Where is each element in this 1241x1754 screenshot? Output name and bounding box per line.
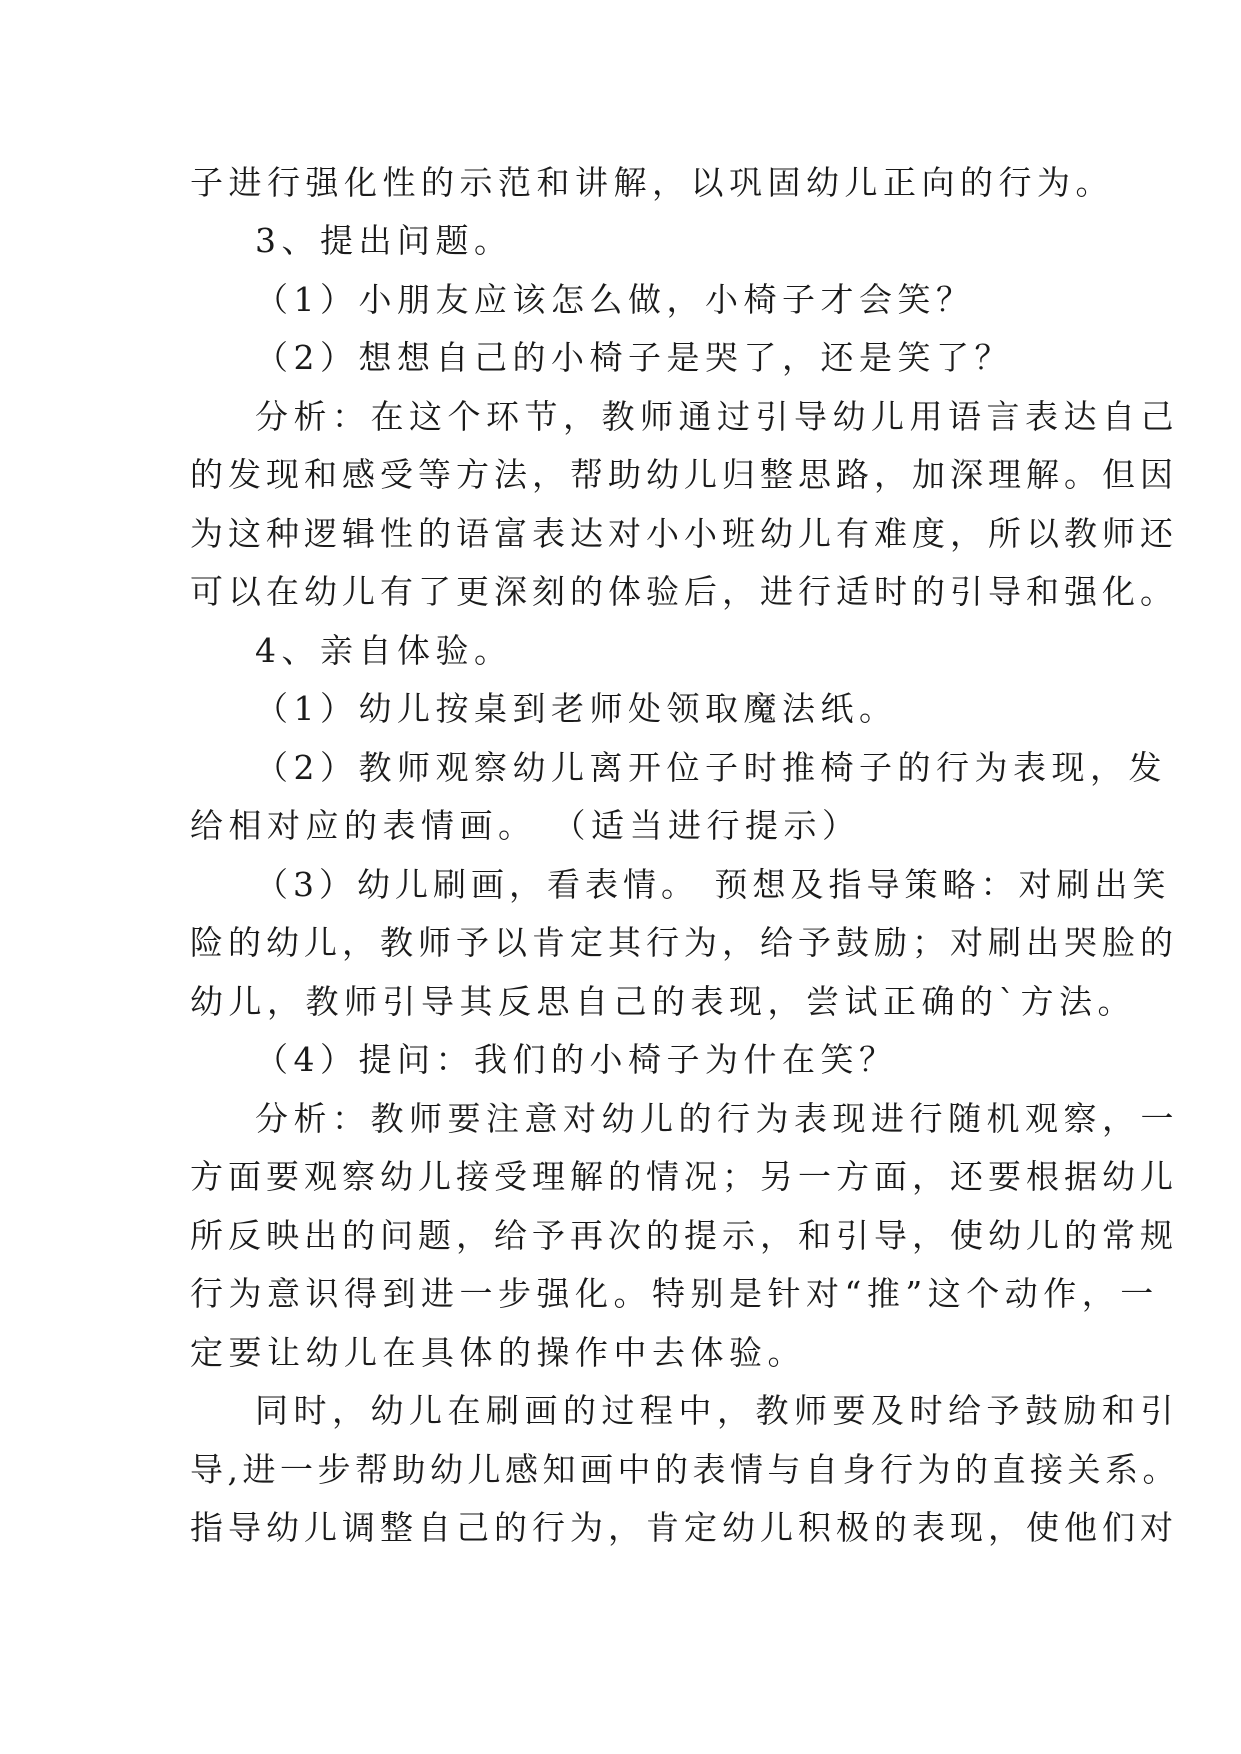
analysis-paragraph: 分析：教师要注意对幼儿的行为表现进行随机观察，一	[255, 1099, 1179, 1138]
text-line: 指导幼儿调整自己的行为，肯定幼儿积极的表现，使他们对	[190, 1508, 1178, 1547]
list-item: （2）想想自己的小椅子是哭了，还是笑了？	[255, 338, 1013, 377]
text-line: 方面要观察幼儿接受理解的情况；另一方面，还要根据幼儿	[190, 1157, 1178, 1196]
text-line: 定要让幼儿在具体的操作中去体验。	[190, 1333, 806, 1372]
section-heading: 4、亲自体验。	[255, 631, 513, 670]
text-line: 为这种逻辑性的语富表达对小小班幼儿有难度，所以教师还	[190, 514, 1178, 553]
text-line: 险的幼儿，教师予以肯定其行为，给予鼓励；对刷出哭脸的	[190, 923, 1178, 962]
paragraph-start: 同时，幼儿在刷画的过程中，教师要及时给予鼓励和引	[255, 1391, 1179, 1430]
list-item: （1）幼儿按桌到老师处领取魔法纸。	[255, 689, 898, 728]
list-item: （2）教师观察幼儿离开位子时推椅子的行为表现，发	[255, 748, 1167, 787]
text-line: 子进行强化性的示范和讲解，以巩固幼儿正向的行为。	[190, 163, 1114, 202]
text-line: 给相对应的表情画。 （适当进行提示）	[190, 806, 861, 845]
text-line: 的发现和感受等方法，帮助幼儿归整思路，加深理解。但因	[190, 455, 1178, 494]
text-line: 可以在幼儿有了更深刻的体验后，进行适时的引导和强化。	[190, 572, 1178, 611]
text-line: 行为意识得到进一步强化。特别是针对“推”这个动作，一	[190, 1274, 1159, 1313]
list-item: （1）小朋友应该怎么做，小椅子才会笑？	[255, 280, 975, 319]
list-item: （3）幼儿刷画，看表情。 预想及指导策略：对刷出笑	[255, 865, 1171, 904]
text-line: 幼儿，教师引导其反思自己的表现，尝试正确的`方法。	[190, 982, 1136, 1021]
analysis-paragraph: 分析：在这个环节，教师通过引导幼儿用语言表达自己	[255, 397, 1179, 436]
section-heading: 3、提出问题。	[255, 221, 513, 260]
list-item: （4）提问：我们的小椅子为什在笑？	[255, 1040, 898, 1079]
text-line: 所反映出的问题，给予再次的提示，和引导，使幼儿的常规	[190, 1216, 1178, 1255]
text-line: 导,进一步帮助幼儿感知画中的表情与自身行为的直接关系。	[190, 1450, 1180, 1489]
